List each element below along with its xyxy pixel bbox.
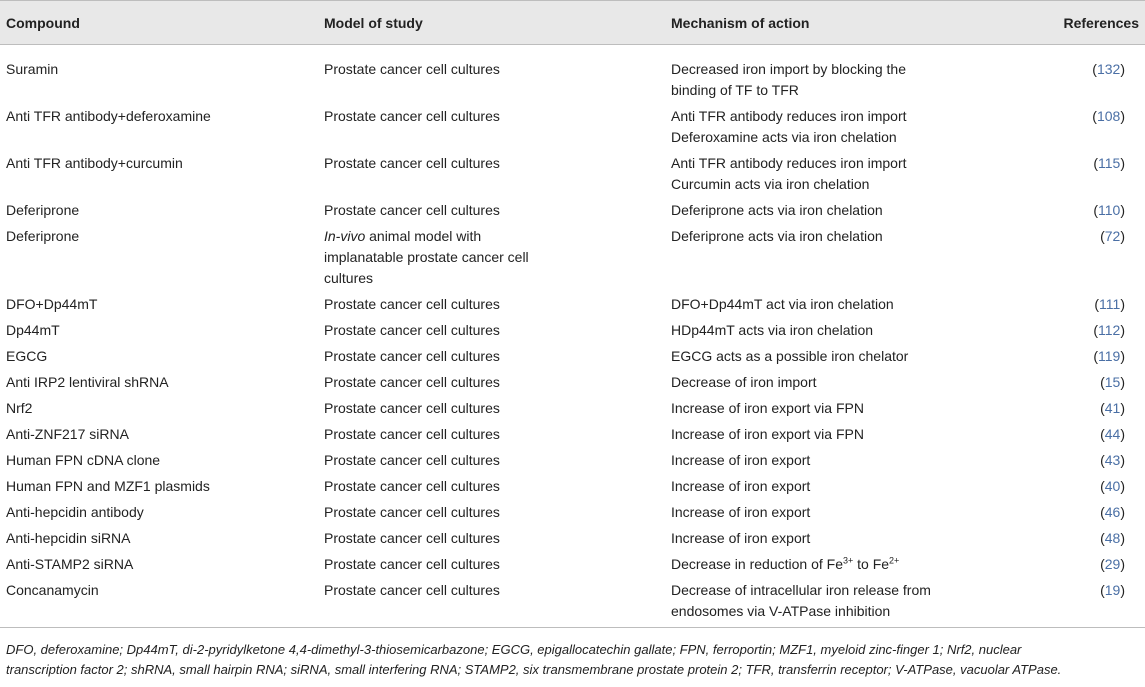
citation-link[interactable]: 29 [1104, 556, 1121, 572]
header-references: References [1063, 14, 1139, 31]
cell-reference: (40) [1100, 478, 1125, 494]
cell-mechanism: EGCG acts as a possible iron chelator [671, 348, 909, 364]
table-row [0, 343, 1145, 369]
cell-mechanism: Increase of iron export via FPN [671, 400, 864, 416]
footnote-line: DFO, deferoxamine; Dp44mT, di-2-pyridylketone 4,4-dimethyl-3-thiosemicarbazone; EGCG, epigallocatechin gallate; FPN, ferroportin; MZF1, myeloid zinc-finger 1; Nrf2, nuclear [6, 642, 1022, 657]
cell-model: Prostate cancer cell cultures [324, 582, 500, 598]
cell-reference: (110) [1093, 202, 1125, 218]
table-row [0, 45, 1145, 104]
cell-compound: Human FPN and MZF1 plasmids [6, 478, 210, 494]
header-row [0, 1, 1145, 45]
cell-model: Prostate cancer cell cultures [324, 202, 500, 218]
cell-reference: (112) [1093, 322, 1125, 338]
cell-mechanism: Anti TFR antibody reduces iron import Deferoxamine acts via iron chelation [671, 108, 907, 145]
cell-mechanism: Decrease of intracellular iron release from endosomes via V-ATPase inhibition [671, 582, 931, 619]
citation-link[interactable]: 40 [1104, 478, 1121, 494]
table-row [0, 499, 1145, 525]
citation-link[interactable]: 19 [1104, 582, 1121, 598]
cell-compound: Anti TFR antibody+deferoxamine [6, 108, 211, 124]
cell-reference: (44) [1100, 426, 1125, 442]
citation-link[interactable]: 15 [1104, 374, 1121, 390]
table-row [0, 197, 1145, 223]
citation-link[interactable]: 43 [1104, 452, 1121, 468]
cell-mechanism: Decrease in reduction of $Fe^{3+}$ to $Fe^{2+}$ [671, 555, 900, 572]
cell-model: Prostate cancer cell cultures [324, 296, 500, 312]
citation-link[interactable]: 132 [1096, 61, 1121, 77]
cell-compound: Human FPN cDNA clone [6, 452, 161, 468]
citation-link[interactable]: 112 [1098, 322, 1121, 338]
cell-compound: Suramin [6, 61, 59, 77]
cell-model: Prostate cancer cell cultures [324, 348, 500, 364]
citation-link[interactable]: 41 [1104, 400, 1121, 416]
cell-compound: Nrf2 [6, 400, 33, 416]
cell-compound: Anti-hepcidin siRNA [6, 530, 131, 546]
citation-link[interactable]: 44 [1104, 426, 1121, 442]
cell-mechanism: Deferiprone acts via iron chelation [671, 202, 883, 218]
cell-mechanism: Decreased iron import by blocking the binding of TF to TFR [671, 61, 907, 98]
cell-reference: (41) [1100, 400, 1125, 416]
cell-mechanism: Increase of iron export via FPN [671, 426, 864, 442]
table-row [0, 291, 1145, 317]
cell-reference: (48) [1100, 530, 1125, 546]
cell-reference: (72) [1100, 228, 1125, 244]
cell-reference: (108) [1092, 108, 1125, 124]
cell-compound: Deferiprone [6, 202, 80, 218]
header-compound: Compound [6, 14, 80, 31]
cell-model: Prostate cancer cell cultures [324, 61, 500, 77]
cell-reference: (19) [1100, 582, 1125, 598]
cell-compound: Anti IRP2 lentiviral shRNA [6, 374, 169, 390]
cell-mechanism: Increase of iron export [671, 478, 811, 494]
cell-compound: DFO+Dp44mT [6, 296, 98, 312]
table-row [0, 473, 1145, 499]
cell-model: Prostate cancer cell cultures [324, 504, 500, 520]
citation-link[interactable]: 48 [1104, 530, 1121, 546]
cell-mechanism: DFO+Dp44mT act via iron chelation [671, 296, 894, 312]
cell-compound: Anti-STAMP2 siRNA [6, 556, 134, 572]
table-row [0, 525, 1145, 551]
cell-model: Prostate cancer cell cultures [324, 530, 500, 546]
cell-compound: EGCG [6, 348, 48, 364]
cell-reference: (15) [1100, 374, 1125, 390]
table-row [0, 447, 1145, 473]
footnote-line: transcription factor 2; shRNA, small hairpin RNA; siRNA, small interfering RNA; STAMP2, six transmembrane prostate protein 2; TFR, transferrin receptor; V-ATPase, vacuolar ATPase. [6, 662, 1062, 677]
cell-model: Prostate cancer cell cultures [324, 155, 500, 171]
table-body [0, 45, 1145, 628]
table-row [0, 551, 1145, 577]
cell-model: Prostate cancer cell cultures [324, 108, 500, 124]
header-mechanism: Mechanism of action [671, 14, 810, 31]
cell-model: Prostate cancer cell cultures [324, 452, 500, 468]
cell-reference: (43) [1100, 452, 1125, 468]
citation-link[interactable]: 46 [1104, 504, 1121, 520]
cell-compound: Deferiprone [6, 228, 80, 244]
table-row [0, 317, 1145, 343]
cell-compound: Dp44mT [6, 322, 60, 338]
table-row [0, 150, 1145, 197]
citation-link[interactable]: 110 [1098, 202, 1121, 218]
cell-model: Prostate cancer cell cultures [324, 400, 500, 416]
table-row [0, 395, 1145, 421]
cell-mechanism: Deferiprone acts via iron chelation [671, 228, 883, 244]
citation-link[interactable]: 119 [1098, 348, 1121, 364]
citation-link[interactable]: 115 [1098, 155, 1121, 171]
cell-reference: (132) [1092, 61, 1125, 77]
cell-model: Prostate cancer cell cultures [324, 556, 500, 572]
citation-link[interactable]: 72 [1104, 228, 1121, 244]
table-row [0, 577, 1145, 628]
cell-mechanism: Increase of iron export [671, 452, 811, 468]
cell-mechanism: Anti TFR antibody reduces iron import Curcumin acts via iron chelation [671, 155, 907, 192]
cell-mechanism: Increase of iron export [671, 530, 811, 546]
cell-reference: (29) [1100, 556, 1125, 572]
cell-reference: (46) [1100, 504, 1125, 520]
cell-model: Prostate cancer cell cultures [324, 478, 500, 494]
table-row [0, 103, 1145, 150]
citation-link[interactable]: 108 [1096, 108, 1121, 124]
cell-model: Prostate cancer cell cultures [324, 322, 500, 338]
cell-reference: (119) [1093, 348, 1125, 364]
table-header [0, 1, 1145, 45]
cell-reference: (115) [1093, 155, 1125, 171]
cell-model: Prostate cancer cell cultures [324, 374, 500, 390]
cell-compound: Anti-ZNF217 siRNA [6, 426, 129, 442]
table-row [0, 223, 1145, 291]
cell-compound: Anti TFR antibody+curcumin [6, 155, 183, 171]
cell-model: In-vivo animal model with implanatable prostate cancer cell cultures [324, 228, 529, 286]
cell-mechanism: Decrease of iron import [671, 374, 817, 390]
table-row [0, 421, 1145, 447]
cell-mechanism: HDp44mT acts via iron chelation [671, 322, 874, 338]
cell-mechanism: Increase of iron export [671, 504, 811, 520]
table-footnote [0, 640, 1145, 680]
cell-compound: Concanamycin [6, 582, 99, 598]
cell-model: Prostate cancer cell cultures [324, 426, 500, 442]
header-model: Model of study [324, 14, 423, 31]
table-row [0, 369, 1145, 395]
cell-compound: Anti-hepcidin antibody [6, 504, 144, 520]
cell-reference: (111) [1094, 296, 1125, 312]
citation-link[interactable]: 111 [1099, 296, 1121, 312]
